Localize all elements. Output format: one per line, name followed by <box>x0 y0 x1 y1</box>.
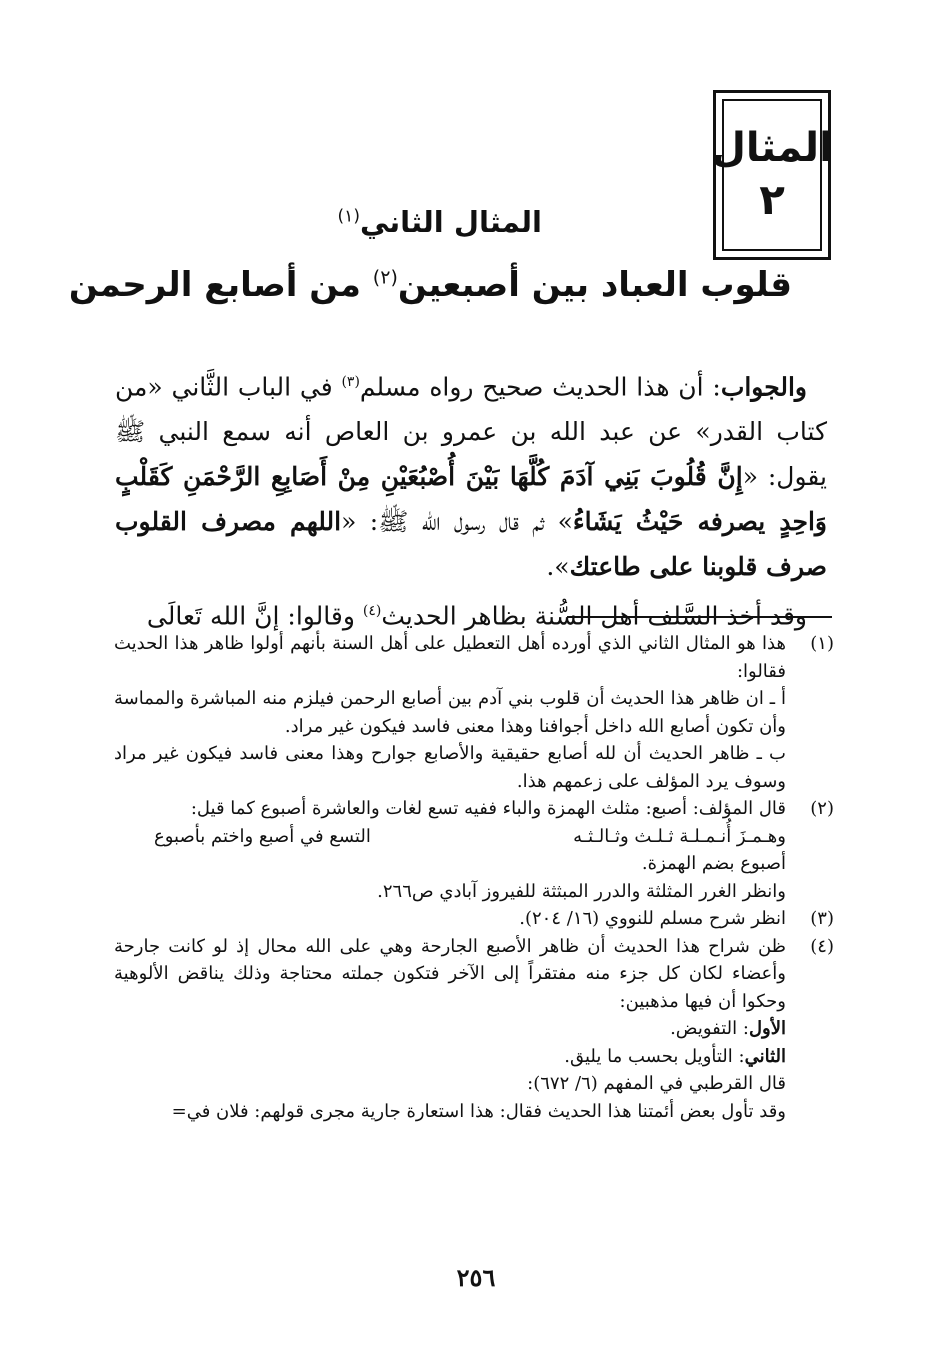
page-number: ٢٥٦ <box>456 1263 496 1292</box>
footnote-number: (٣) <box>810 908 834 929</box>
example-number: ٢ <box>759 175 785 224</box>
answer-text-c: » ثم قال رسول الله ﷺ: « <box>341 507 573 537</box>
footnote-paragraph: ب ـ ظاهر الحديث أن لله أصابع حقيقية والأصابع جوارح وهذا معنى فاسد فيكون غير مراد وسوف يرد المؤلف على زعمهم هذا. <box>114 743 786 792</box>
subheading-text: المثال الثاني <box>359 205 542 239</box>
heading-text-start: قلوب العباد بين أصبعين <box>397 265 792 305</box>
footnote-paragraph: ظن شراح هذا الحديث أن ظاهر الأصبع الجارحة وهي على الله محال إذ لو كانت جارحة وأعضاء لكان كل جزء منه مفتقراً إلى الآخر فتكون جملته محتاجة وذلك يناقض الألوهية وحكوا أن فيها مذهبين: <box>114 935 786 1012</box>
footnote-paragraph: انظر شرح مسلم للنووي (١٦/ ٢٠٤). <box>519 908 786 929</box>
answer-lead: والجواب <box>720 372 807 402</box>
footnote-number: (١) <box>810 633 834 654</box>
verse-second-hemistich: التسع في أصبع واختم بأصبوع <box>154 825 371 847</box>
footnote-3 <box>114 905 834 933</box>
footnote-ref-2: (٢) <box>372 266 398 289</box>
footnote-paragraph: قال المؤلف: أصبع: مثلث الهمزة والباء ففيه تسع لغات والعاشرة أصبوع كما قيل: <box>190 798 786 819</box>
hadith-quote: إِنَّ قُلُوبَ بَنِي آدَمَ كُلَّهَا بَيْنَ أُصْبُعَيْنِ مِنْ أَصَابِعِ الرَّحْمَنِ كَقَلْبٍ وَاحِدٍ يصرفه حَيْثُ يَشَاءُ <box>115 462 827 537</box>
footnote-4 <box>114 933 834 1126</box>
example-number-box <box>713 90 831 260</box>
first-opinion-label: الأول <box>748 1018 786 1039</box>
footnote-1 <box>114 630 834 795</box>
footnote-labeled-line <box>114 1015 786 1043</box>
answer-text-b: في الباب الثَّاني «من كتاب القدر» عن عبد الله بن عمرو بن العاص أنه سمع النبي ﷺ يقول: « <box>115 372 827 492</box>
example-label: المثال <box>711 125 833 171</box>
footnote-paragraph: وقد تأول بعض أئمتنا هذا الحديث فقال: هذا استعارة جارية مجرى قولهم: فلان في= <box>171 1100 786 1122</box>
footnote-paragraph: أصبوع بضم الهمزة. <box>641 853 786 874</box>
footnote-2 <box>114 795 834 905</box>
footnotes <box>114 630 834 1125</box>
salaf-text-a: وقد أخذ السَّلف أهل السُّنة بظاهر الحديث <box>381 601 807 631</box>
main-text <box>115 360 827 639</box>
footnote-labeled-line <box>114 1043 786 1071</box>
example-number-box-inner <box>711 99 833 251</box>
verse-first-hemistich: وهـمـزَ أُنـمـلـة ثـلـث وثـالـثـه <box>573 825 786 847</box>
dua-quote: اللهم مصرف القلوب صرف قلوبنا على طاعتك <box>115 507 827 582</box>
section-subheading <box>338 205 542 239</box>
footnote-paragraph: أ ـ ان ظاهر هذا الحديث أن قلوب بني آدم بين أصابع الرحمن فيلزم منه المباشرة والمماسة وأن تكون أصابع الله داخل أجوافنا وهذا معنى فاسد فيكون غير مراد. <box>114 688 786 737</box>
footnote-ref-1: (١) <box>337 206 360 227</box>
answer-text-d: ». <box>546 552 570 582</box>
heading-text-end: من أصابع الرحمن <box>68 265 373 305</box>
footnote-paragraph: وانظر الغرر المثلثة والدرر المبثثة للفيروز آبادي ص٢٦٦. <box>377 880 786 902</box>
answer-paragraph <box>115 360 827 589</box>
section-heading <box>69 265 792 305</box>
poetry-verse <box>114 823 786 851</box>
footnote-number: (٤) <box>810 935 834 957</box>
footnote-paragraph: هذا هو المثال الثاني الذي أورده أهل التعطيل على أهل السنة بأنهم أولوا ظاهر هذا الحديث فقالوا: <box>114 633 786 682</box>
second-opinion-label: الثاني <box>744 1045 786 1067</box>
footnote-separator <box>567 616 832 618</box>
footnote-number: (٢) <box>810 798 834 819</box>
footnote-paragraph: قال القرطبي في المفهم (٦/ ٦٧٢): <box>527 1073 786 1094</box>
first-opinion-text: : التفويض. <box>670 1018 749 1039</box>
salaf-text-b: وقالوا: إنَّ الله تَعالَى <box>146 601 363 631</box>
footnote-ref-3: (٣) <box>341 374 360 390</box>
answer-text-a: : أن هذا الحديث صحيح رواه مسلم <box>359 372 721 402</box>
second-opinion-text: : التأويل بحسب ما يليق. <box>564 1045 745 1067</box>
footnote-ref-4: (٤) <box>362 603 382 620</box>
